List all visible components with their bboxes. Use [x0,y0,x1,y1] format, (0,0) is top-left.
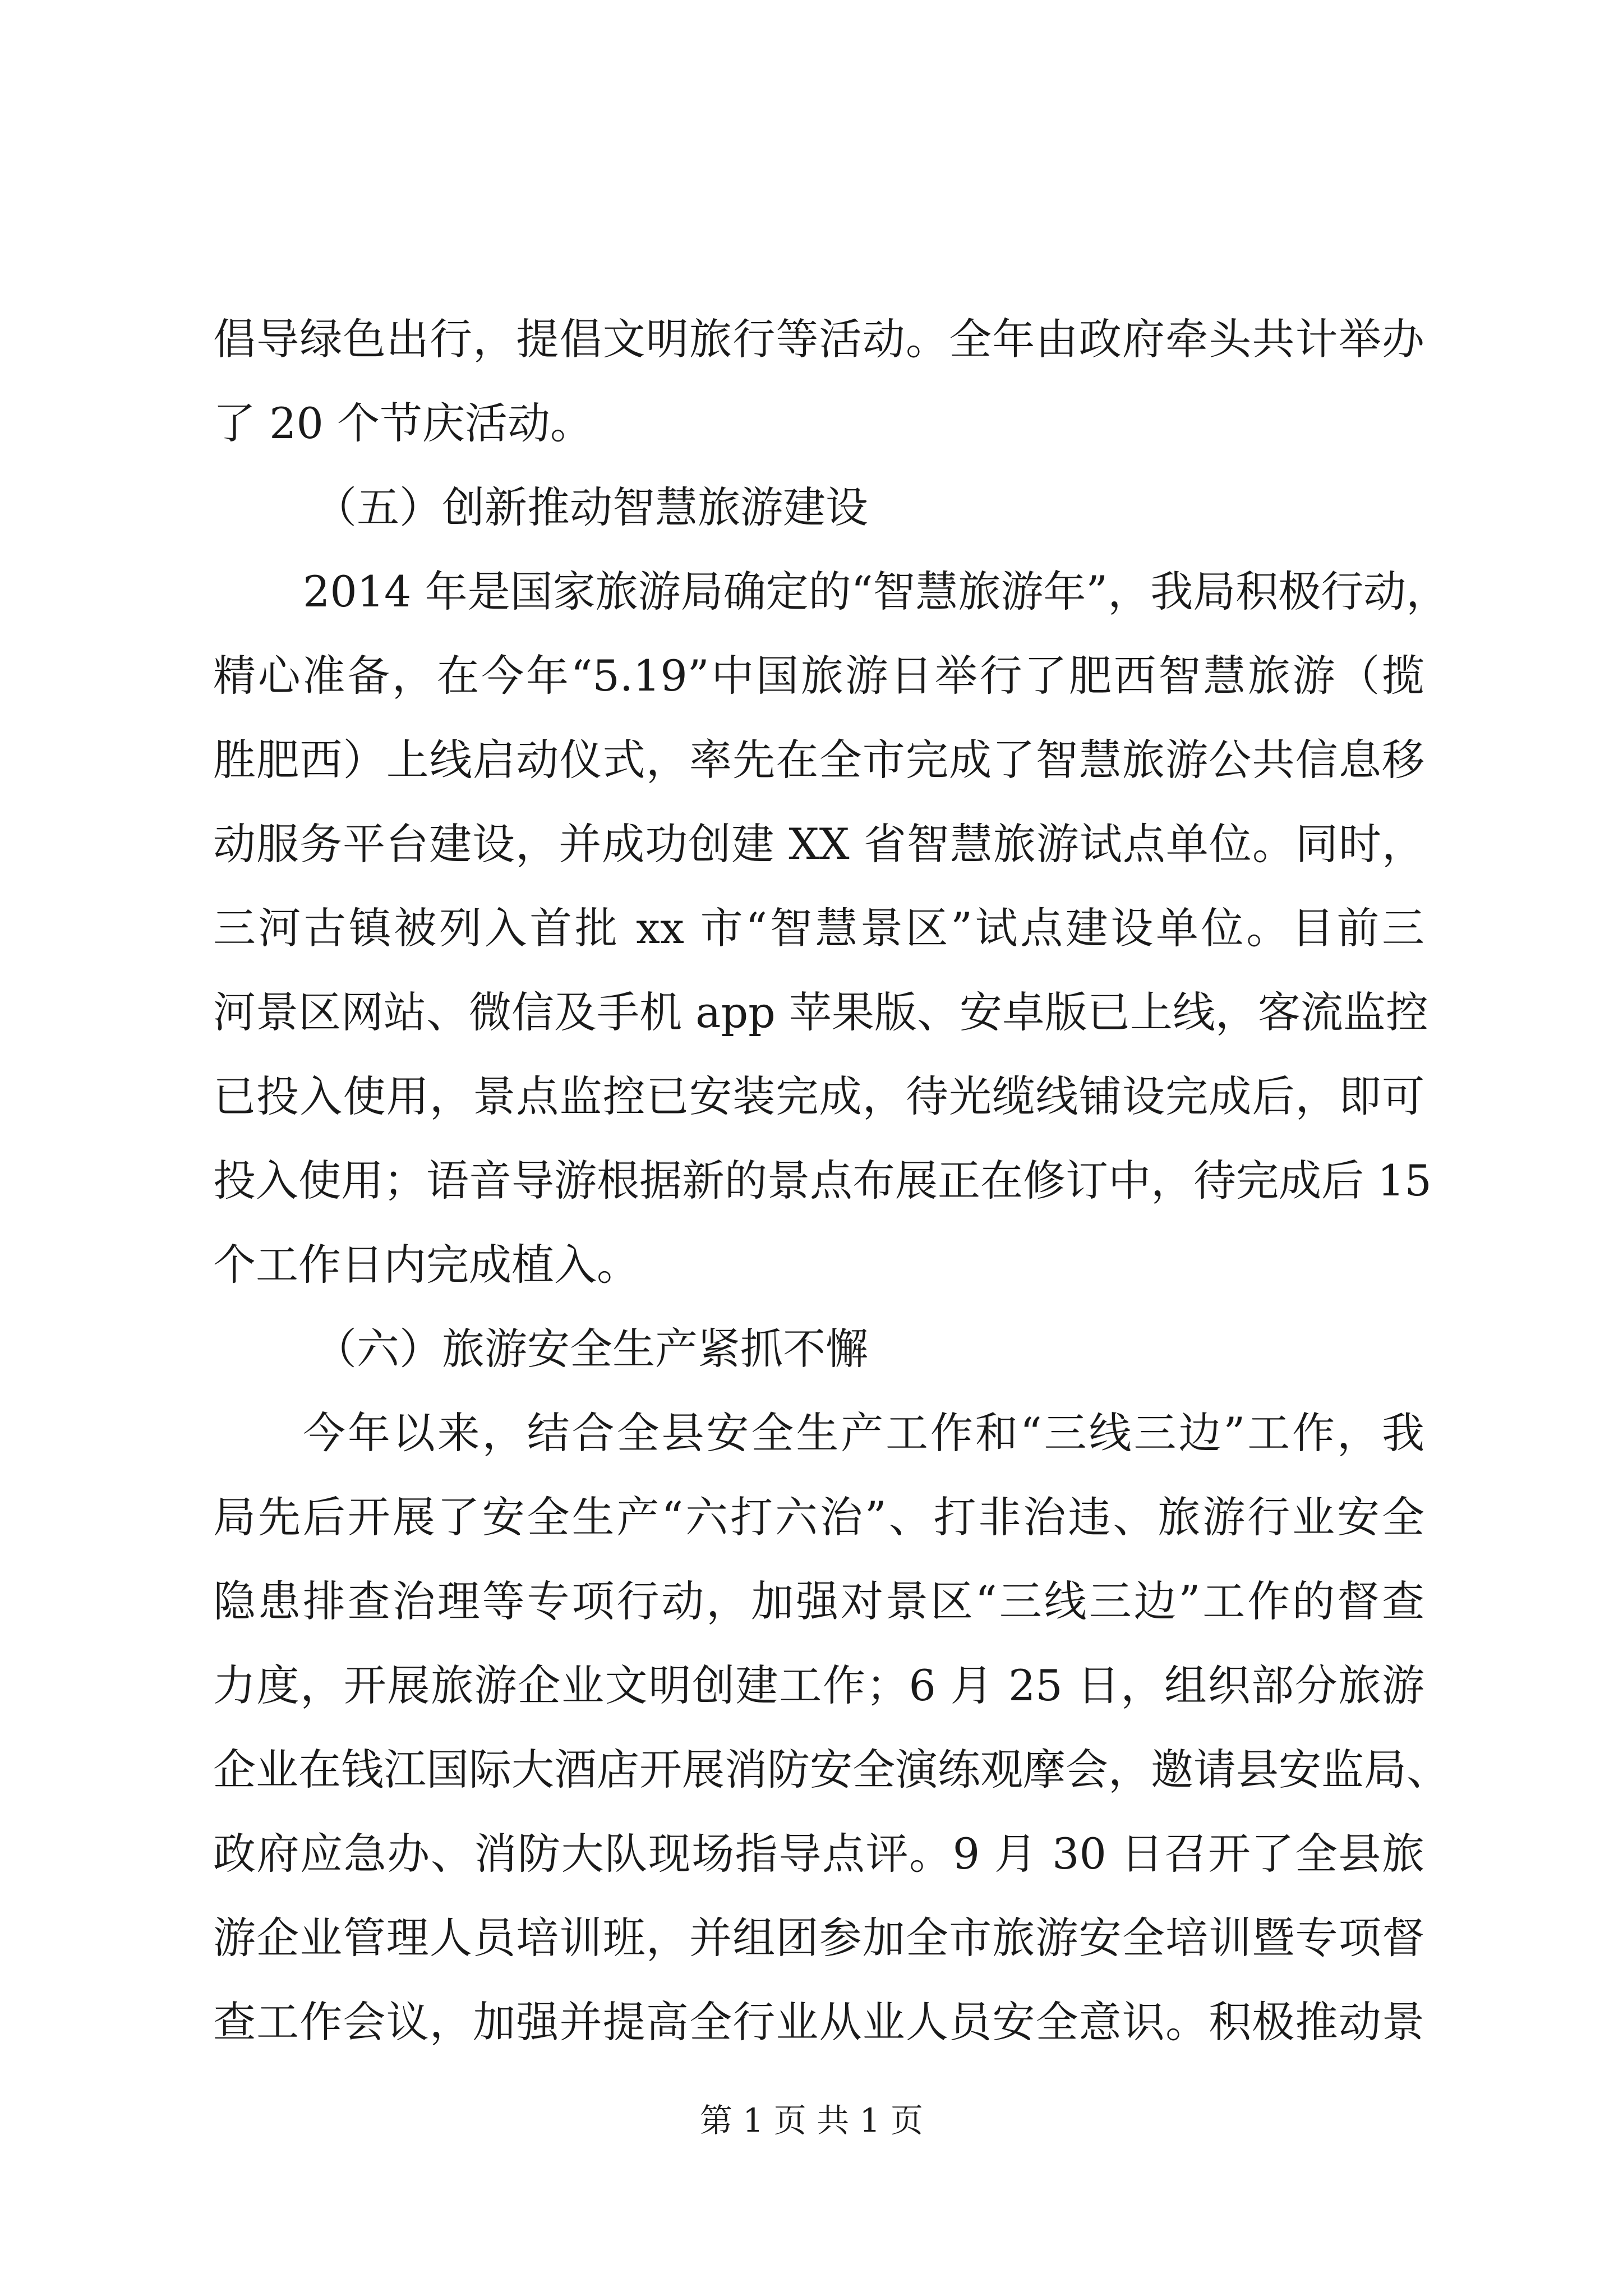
section-heading: （六）旅游安全生产紧抓不懈 [314,1324,868,1374]
body-line: 个工作日内完成植入。 [213,1240,639,1290]
body-line: 倡导绿色出行，提倡文明旅行等活动。全年由政府牵头共计举办 [213,314,1424,364]
body-line: 隐患排查治理等专项行动，加强对景区“三线三边”工作的督查 [213,1576,1424,1626]
body-line: 局先后开展了安全生产“六打六治”、打非治违、旅游行业安全 [213,1492,1424,1542]
body-line: 动服务平台建设，并成功创建 XX 省智慧旅游试点单位。同时， [213,819,1424,869]
body-line: 游企业管理人员培训班，并组团参加全市旅游安全培训暨专项督 [213,1913,1424,1963]
body-line: 力度，开展旅游企业文明创建工作；6 月 25 日，组织部分旅游 [213,1660,1424,1710]
body-line: 投入使用；语音导游根据新的景点布展正在修订中，待完成后 15 [213,1156,1432,1205]
body-line: 企业在钱江国际大酒店开展消防安全演练观摩会，邀请县安监局、 [213,1745,1449,1795]
body-line: 今年以来，结合全县安全生产工作和“三线三边”工作，我 [303,1408,1424,1458]
body-line: 已投入使用，景点监控已安装完成，待光缆线铺设完成后，即可 [213,1071,1424,1121]
page-footer: 第 1 页 共 1 页 [700,2101,923,2139]
body-line: 三河古镇被列入首批 xx 市“智慧景区”试点建设单位。目前三 [213,903,1424,953]
body-line: 政府应急办、消防大队现场指导点评。9 月 30 日召开了全县旅 [213,1829,1424,1879]
body-line: 2014 年是国家旅游局确定的“智慧旅游年”，我局积极行动， [303,567,1449,616]
body-line: 查工作会议，加强并提高全行业从业人员安全意识。积极推动景 [213,1997,1424,2047]
body-line: 河景区网站、微信及手机 app 苹果版、安卓版已上线，客流监控 [213,987,1428,1037]
body-line: 了 20 个节庆活动。 [213,398,593,448]
body-line: 胜肥西）上线启动仪式，率先在全市完成了智慧旅游公共信息移 [213,735,1424,785]
body-line: 精心准备，在今年“5.19”中国旅游日举行了肥西智慧旅游（揽 [213,651,1424,701]
section-heading: （五）创新推动智慧旅游建设 [314,482,868,532]
